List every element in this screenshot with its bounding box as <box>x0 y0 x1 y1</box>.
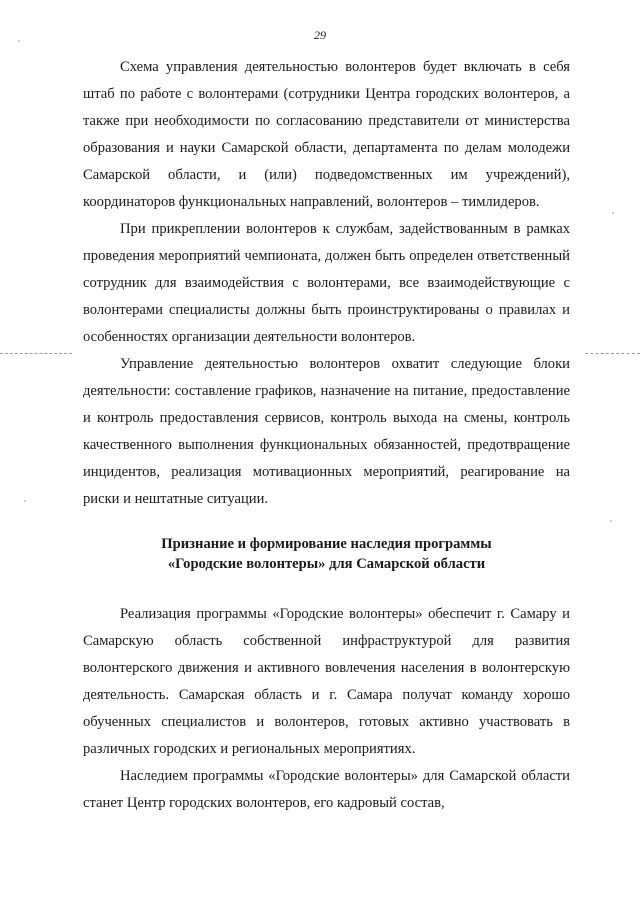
scan-artifact-line <box>585 353 640 354</box>
scan-artifact-dot <box>610 520 612 522</box>
section-heading <box>83 534 570 574</box>
scan-artifact-dot <box>24 500 26 502</box>
document-body <box>83 54 570 817</box>
scan-artifact-dot <box>612 212 614 214</box>
scan-artifact-dot <box>18 40 20 42</box>
scan-artifact-line <box>0 353 72 354</box>
paragraph: Схема управления деятельностью волонтеров будет включать в себя штаб по работе с волонтерами (сотрудники Центра городских волонтеров, а также при необходимости по согласованию представители от министерства образования и науки Самарской области, департамента по делам молодежи Самарской области, и (или) подведомственных им учреждений), координаторов функциональных направлений, волонтеров – тимлидеров. <box>83 59 570 210</box>
paragraph: Наследием программы «Городские волонтеры» для Самарской области станет Центр городских волонтеров, его кадровый состав, <box>83 768 570 811</box>
page-number: 29 <box>314 28 326 42</box>
section-heading-line: Признание и формирование наследия программы <box>161 536 492 552</box>
paragraph: Реализация программы «Городские волонтеры» обеспечит г. Самару и Самарскую область собственной инфраструктурой для развития волонтерского движения и активного вовлечения населения в волонтерскую деятельность. Самарская область и г. Самара получат команду хорошо обученных специалистов и волонтеров, готовых активно участвовать в различных городских и региональных мероприятиях. <box>83 606 570 757</box>
section-heading-line: «Городские волонтеры» для Самарской области <box>167 556 486 572</box>
paragraph: При прикреплении волонтеров к службам, задействованным в рамках проведения мероприятий чемпионата, должен быть определен ответственный сотрудник для взаимодействия с волонтерами, все взаимодействующие с волонтерами специалисты должны быть проинструктированы о правилах и особенностях организации деятельности волонтеров. <box>83 221 570 345</box>
paragraph: Управление деятельностью волонтеров охватит следующие блоки деятельности: составление графиков, назначение на питание, предоставление и контроль предоставления сервисов, контроль выхода на смены, контроль качественного выполнения функциональных обязанностей, предотвращение инцидентов, реализация мотивационных мероприятий, реагирование на риски и нештатные ситуации. <box>83 356 570 507</box>
